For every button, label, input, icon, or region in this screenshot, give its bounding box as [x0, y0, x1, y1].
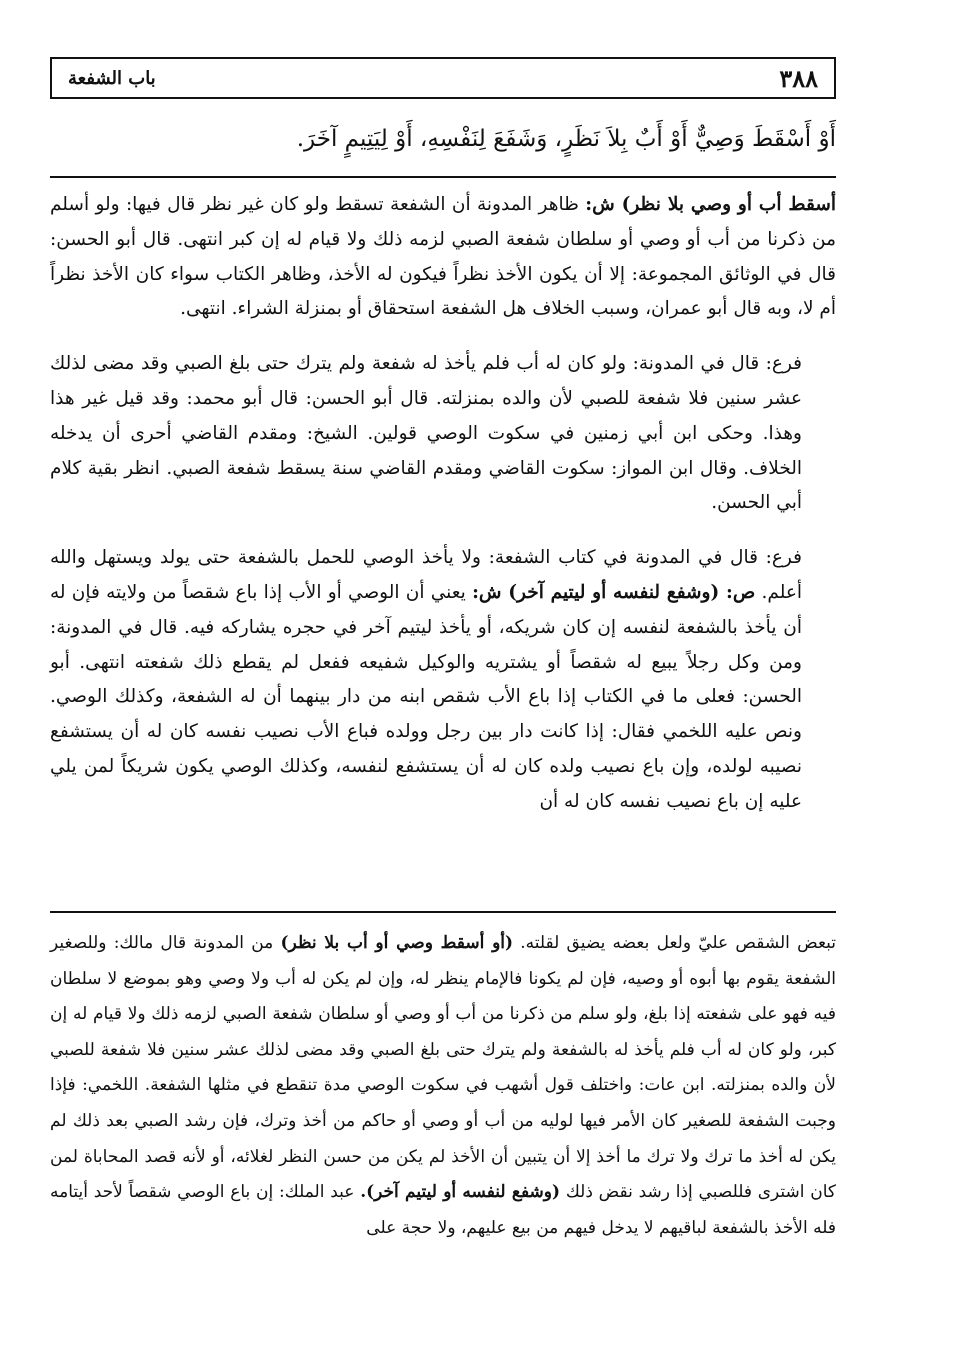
footnote-text-a: تبعض الشقص عليّ ولعل بعضه يضيق لقلته.	[520, 933, 837, 953]
commentary-heading-3: ص: (وشفع لنفسه أو ليتيم آخر) ش:	[472, 581, 756, 603]
commentary-text-3b: يعني أن الوصي أو الأب إذا باع شقصاً من ولايته فإن له أن يأخذ بالشفعة لنفسه إن كان شريكه، أو يأخذ ليتيم آخر في حجره يشاركه فيه. قال في المدونة: ومن وكل رجلاً يبيع له شقصاً أو يشتريه والوكيل شفيعه ففعل لم يقطع ذلك شفعته انتهى. أبو الحسن: فعلى ما في الكتاب إذا باع الأب شقص ابنه من دار بينهما أن له الشفعة، وكذلك الوصي. ونص عليه اللخمي فقال: إذا كانت دار بين رجل وولده فباع الأب نصيب نفسه كان له أن يستشفع نصيبه لولده، وإن باع نصيب ولده كان له أن يستشفع لنفسه، وكذلك الوصي يكون شريكاً لمن يلي عليه إن باع نصيب نفسه كان له أن	[50, 581, 802, 812]
section-divider-top	[50, 176, 836, 178]
footnote-heading: (أو أسقط وصي أو أب بلا نظر)	[280, 933, 514, 953]
footnote-text-b: من المدونة قال مالك: وللصغير الشفعة يقوم بها أبوه أو وصيه، فإن لم يكونا فالإمام ينظر له، وإن لم يكن له أب ولا وصي وهو بموضع لا سلطان فيه فهو على شفعته إذا بلغ، ولو سلم من ذكرنا من أب أو وصي أو سلطان شفعة الصبي لزمه ذلك ولا قيام له إن كبر، ولو كان له أب فلم يأخذ له بالشفعة ولم يترك حتى بلغ الصبي وقد مضى لذلك عشر سنين فلا شفعة للصبي لأن والده بمنزلته. ابن عات: واختلف قول أشهب في سكوت الوصي مدة تنقطع في مثلها الشفعة. اللخمي: فإذا وجبت الشفعة للصغير كان الأمر فيها لوليه من أب أو وصي أو حاكم من أخذ وترك، فإن رشد الصبي بعد ذلك لم يكن له أخذ ما ترك ولا ترك ما أخذ إلا أن يتبين أن الأخذ لم يكن من حسن النظر لغلائه، أو لأنه قصد المحاباة لمن كان اشترى فللصبي إذا رشد نقض ذلك	[50, 933, 837, 1203]
commentary-text-3a: فرع: قال في المدونة في كتاب الشفعة: ولا يأخذ الوصي للحمل بالشفعة حتى يولد ويستهل والله أعلم.	[50, 547, 802, 603]
commentary-text-1: ظاهر المدونة أن الشفعة تسقط ولو كان غير نظر قال فيها: ولو أسلم من ذكرنا من أب أو وصي أو سلطان شفعة الصبي لزمه ذلك ولا قيام له إن كبر انتهى. قال أبو الحسن: قال في الوثائق المجموعة: إلا أن يكون الأخذ نظراً فيكون له الأخذ، وظاهر الكتاب سواء كان الأخذ نظراً أم لا، وبه قال أبو عمران، وسبب الخلاف هل الشفعة استحقاق أو بمنزلة الشراء. انتهى.	[50, 194, 836, 320]
commentary-paragraph-1	[50, 188, 836, 327]
commentary-heading-1: أسقط أب أو وصي بلا نظر) ش:	[585, 194, 836, 215]
running-header	[50, 57, 836, 99]
commentary-paragraph-3	[50, 541, 836, 819]
matn-text: أَوْ أَسْقَطَ وَصِيٌّ أَوْ أَبٌ بِلاَ نَظَرٍ، وَشَفَعَ لِنَفْسِهِ، أَوْ لِيَتِيمٍ آخَرَ.	[296, 126, 836, 152]
commentary-paragraph-2	[50, 347, 836, 521]
commentary-text-2: فرع: قال في المدونة: ولو كان له أب فلم يأخذ له شفعة ولم يترك حتى بلغ الصبي وقد مضى لذلك عشر سنين فلا شفعة للصبي لأن والده بمنزلته. قال أبو الحسن: قال أبو محمد: وقد قيل غير هذا وهذا. وحكى ابن أبي زمنين في سكوت الوصي قولين. الشيخ: ومقدم القاضي أحرى أن يدخله الخلاف. وقال ابن المواز: سكوت القاضي ومقدم القاضي سنة يسقط شفعة الصبي. انظر بقية كلام أبي الحسن.	[50, 353, 802, 514]
chapter-title: باب الشفعة	[68, 67, 156, 89]
footnote-divider	[50, 911, 836, 913]
commentary-section	[50, 188, 836, 820]
footnote-section	[50, 926, 836, 1246]
page-number: ٣٨٨	[779, 63, 818, 93]
footnote-paragraph	[50, 926, 836, 1246]
footnote-text-c: عبد الملك: إن باع الوصي شقصاً لأحد أيتامه فله الأخذ بالشفعة لباقيهم لا يدخل فيهم من بيع عليهم، ولا حجة على	[50, 1182, 836, 1238]
footnote-heading-2: (وشفع لنفسه أو ليتيم آخر).	[360, 1182, 561, 1203]
